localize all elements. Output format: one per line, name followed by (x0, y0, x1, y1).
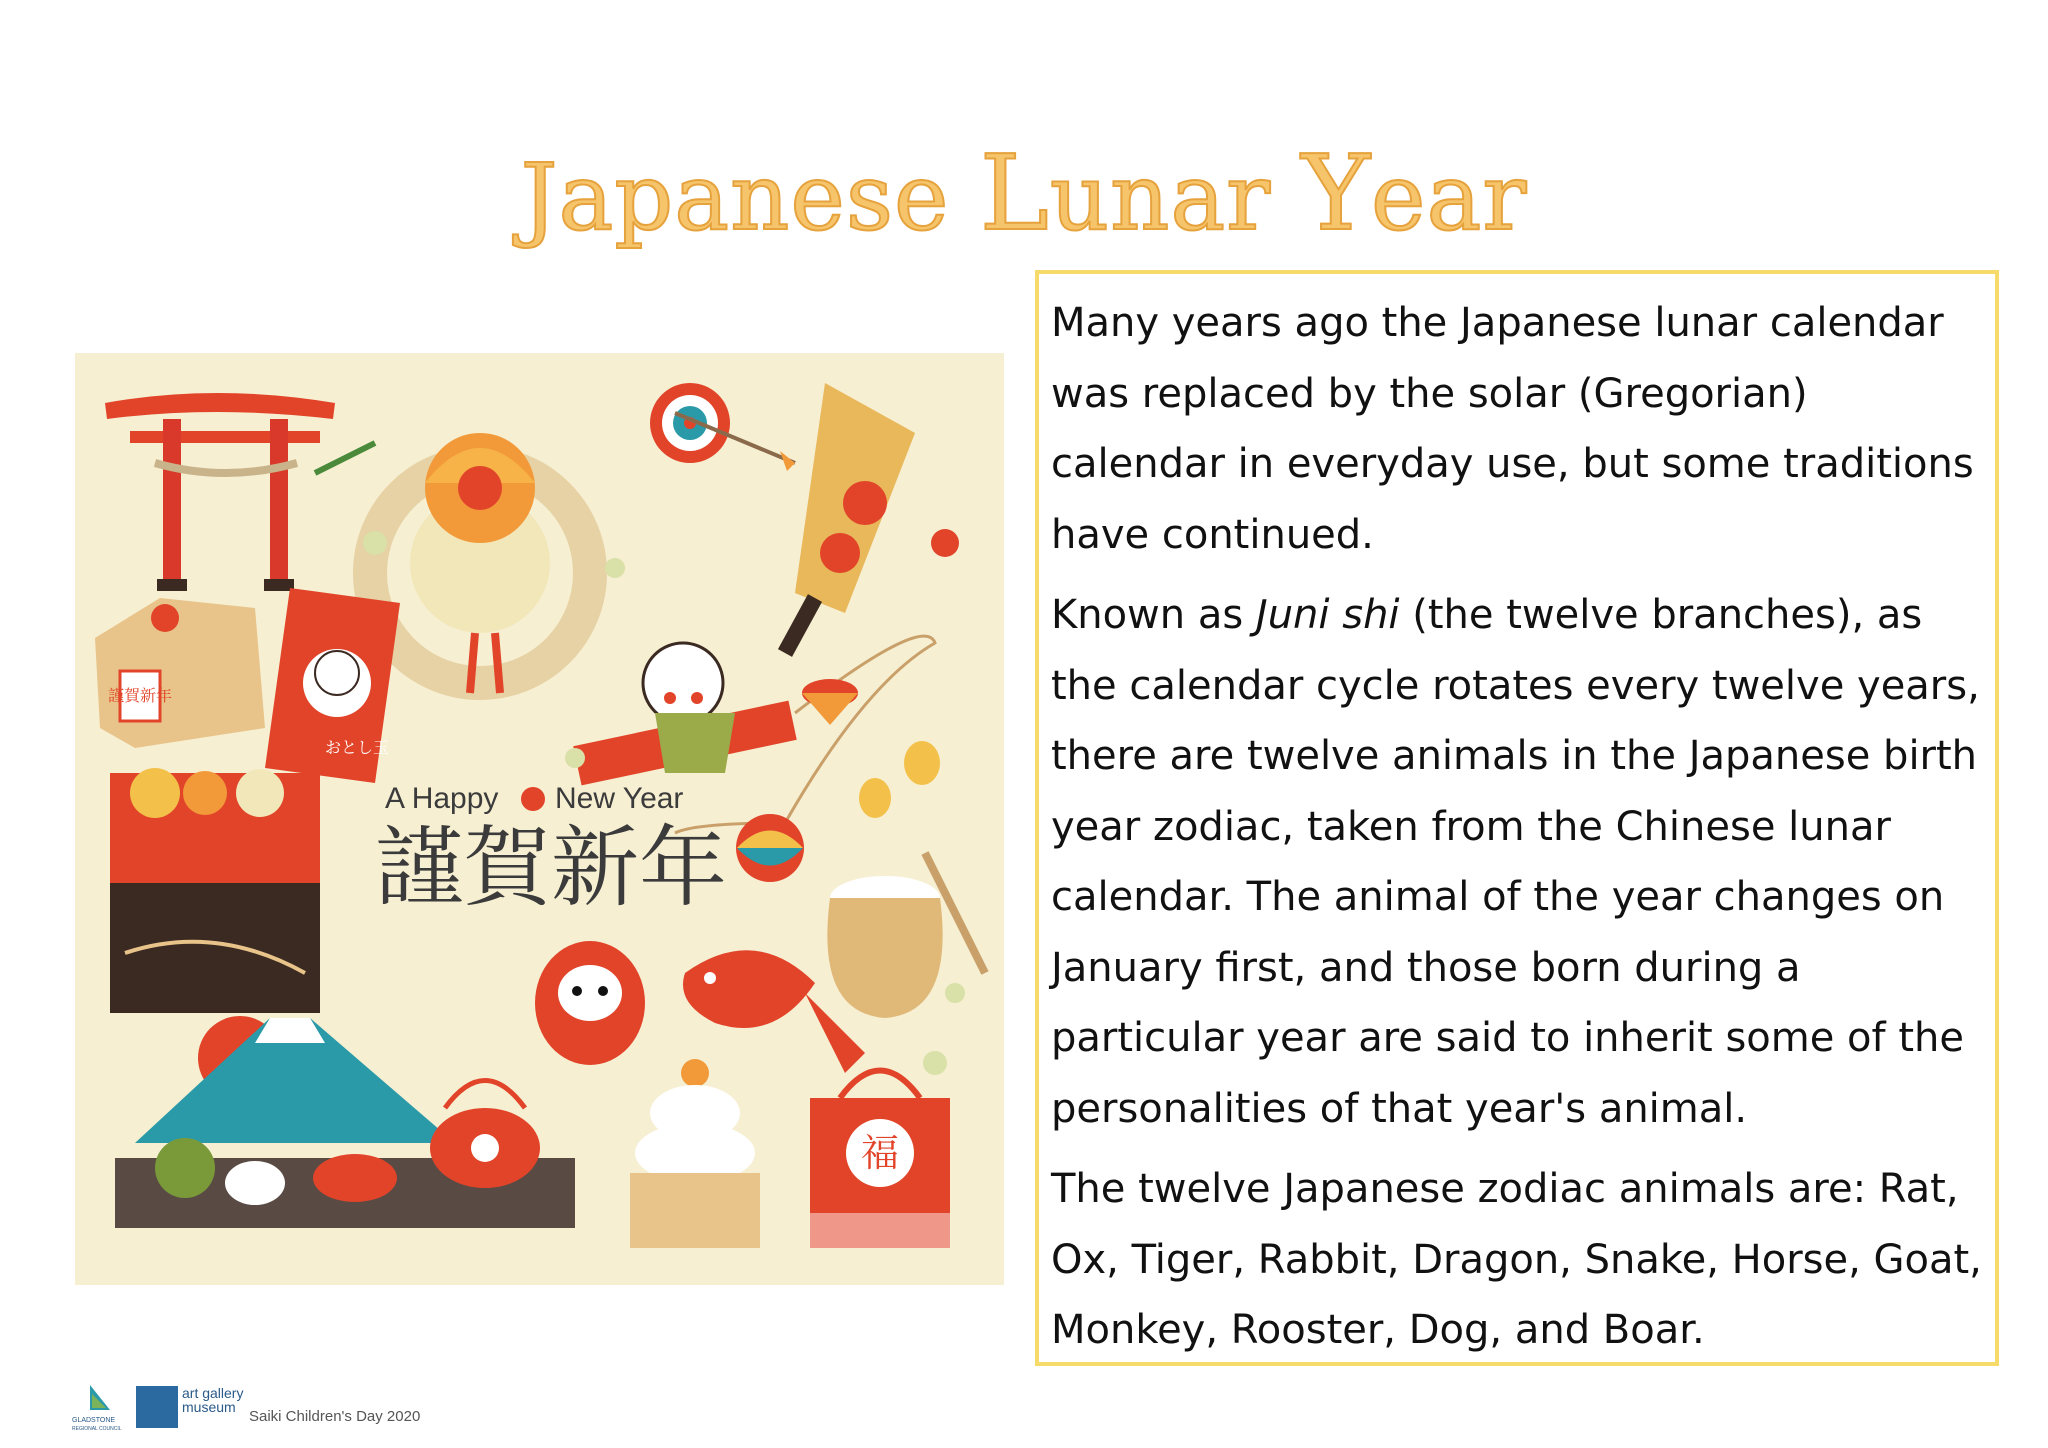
paragraph-3: The twelve Japanese zodiac animals are: Rat, Ox, Tiger, Rabbit, Dragon, Snake, Horse, Goat, Monkey, Rooster, Dog, and Boar. (1051, 1166, 1982, 1353)
target-icon (650, 383, 795, 471)
greeting-text-2: New Year (555, 782, 684, 815)
temari-ball-icon (736, 814, 804, 882)
gladstone-council-logo (70, 1380, 130, 1435)
art-gallery-logo-text (182, 1386, 243, 1414)
hagoita-icon (785, 383, 959, 653)
daruma-icon (535, 941, 645, 1065)
kagami-mochi-icon (630, 1059, 760, 1248)
title-cap: L (979, 132, 1050, 254)
title-cap: Y (1301, 132, 1372, 254)
greeting-text: A Happy (385, 782, 499, 815)
coins-icon (859, 741, 940, 818)
juni-shi-term: Juni shi (1255, 592, 1400, 638)
otoshidama-envelope-icon (265, 588, 400, 783)
mount-fuji-icon (135, 1016, 455, 1143)
paragraph-2-text-rest: (the twelve branches), as the calendar cycle rotates every twelve years, there are twelve animals in the Japanese birth year zodiac, taken from the Chinese lunar calendar. The animal of the year changes on January first, and those born during a particular year are said to inherit some of the personalities of that year's animal. (1051, 592, 1980, 1132)
spinning-top-icon (802, 679, 858, 725)
logo2-line2: museum (182, 1399, 236, 1415)
logo1-text: GLADSTONE (72, 1417, 116, 1424)
title-part: Japanese (520, 144, 980, 251)
ema-plaque-icon (95, 598, 265, 748)
logo2-line1: art gallery (182, 1385, 244, 1401)
envelope-text: おとし玉 (325, 738, 390, 757)
description-box (1035, 270, 1999, 1366)
torii-gate-icon (105, 393, 335, 591)
kanji-greeting: 謹賀新年 (375, 816, 728, 919)
title-part: ear (1371, 144, 1528, 251)
new-year-illustration (75, 353, 1004, 1285)
paragraph-2 (1051, 580, 1985, 1144)
footer (70, 1380, 450, 1440)
logo1-sub: REGIONAL COUNCIL (72, 1426, 122, 1432)
fuku-text: 福 (860, 1131, 900, 1175)
osechi-box-icon (110, 768, 320, 1013)
title-part: unar (1049, 144, 1302, 251)
ema-text: 謹賀新年 (107, 686, 173, 705)
paragraph-1: Many years ago the Japanese lunar calendar was replaced by the solar (Gregorian) calendar in everyday use, but some traditions have continued. (1051, 300, 1974, 558)
fukubukuro-bag-icon (810, 1071, 950, 1249)
art-gallery-logo (136, 1386, 178, 1428)
greeting-block (375, 782, 727, 919)
footer-caption: Saiki Children's Day 2020 (249, 1408, 421, 1425)
paragraph-2-text: Known as (1051, 592, 1256, 638)
page-title (0, 132, 2048, 254)
